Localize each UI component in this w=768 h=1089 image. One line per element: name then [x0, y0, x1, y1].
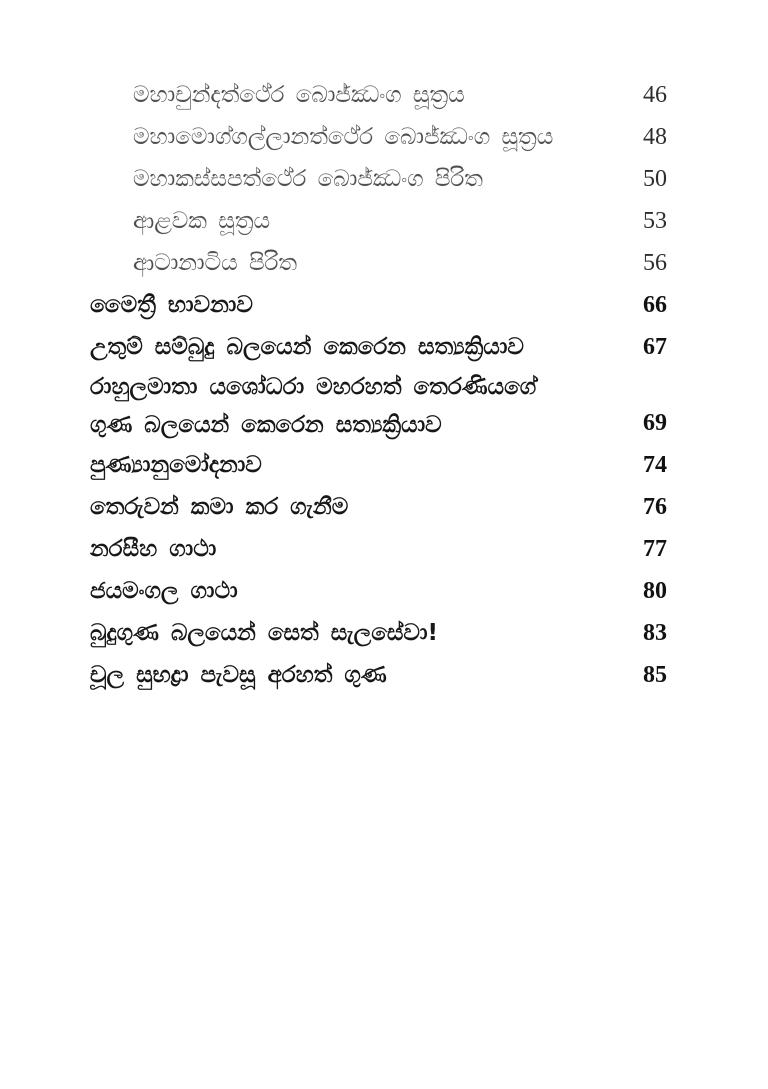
toc-entry-title — [90, 570, 611, 612]
toc-entry-title — [90, 116, 611, 158]
toc-entry-title — [90, 368, 611, 444]
toc-row — [90, 654, 667, 696]
toc-entry-page-number: 80 — [643, 578, 667, 604]
toc-entry-title-line: බුදුගුණ බලයෙන් සෙත් සැලසේවා! — [90, 620, 438, 646]
toc-entry-title — [90, 528, 611, 570]
toc-entry-title-line: රාහුලමාතා යශෝධරා මහරහත් තෙරණියගේ — [90, 374, 537, 400]
toc-entry-title-line: නරසීහ ගාථා — [90, 536, 217, 562]
toc-entry-title-line: මහාමොග්ගල්ලානත්ථේර බොජ්ඣංග සූත්‍රය — [133, 124, 554, 150]
toc-entry-page-number: 53 — [643, 208, 667, 234]
toc-entry-page-number: 50 — [643, 166, 667, 192]
toc-entry-title-line: මහාචුන්දත්ථේර බොජ්ඣංග සූත්‍රය — [133, 82, 465, 108]
toc-row — [90, 486, 667, 528]
table-of-contents — [90, 74, 667, 696]
toc-row — [90, 74, 667, 116]
toc-row — [90, 116, 667, 158]
toc-entry-title — [90, 200, 611, 242]
toc-entry-page-number: 56 — [643, 250, 667, 276]
toc-entry-title — [90, 158, 611, 200]
toc-entry-title — [90, 654, 611, 696]
toc-entry-page-number: 66 — [643, 292, 667, 318]
toc-entry-title-line: ජයමංගල ගාථා — [90, 578, 238, 604]
toc-entry-page-number: 67 — [643, 334, 667, 360]
toc-entry-page-number: 85 — [643, 662, 667, 688]
toc-entry-title — [90, 74, 611, 116]
toc-row — [90, 612, 667, 654]
toc-entry-title-line: පුණ්‍යානුමෝදනාව — [90, 452, 262, 478]
toc-row — [90, 444, 667, 486]
toc-entry-page-number: 77 — [643, 536, 667, 562]
toc-entry-title — [90, 612, 611, 654]
toc-entry-title-line: චූල සුභද්‍රා පැවසූ අරහත් ගුණ — [90, 662, 387, 688]
toc-row — [90, 326, 667, 368]
toc-entry-title — [90, 284, 611, 326]
toc-row — [90, 284, 667, 326]
toc-entry-page-number: 83 — [643, 620, 667, 646]
toc-row — [90, 242, 667, 284]
toc-row — [90, 528, 667, 570]
toc-entry-page-number: 69 — [643, 410, 667, 436]
toc-entry-title-line: ආටානාටිය පිරිත — [133, 250, 298, 276]
toc-entry-title — [90, 326, 611, 368]
toc-entry-title — [90, 444, 611, 486]
toc-row — [90, 368, 667, 444]
toc-entry-page-number: 76 — [643, 494, 667, 520]
toc-entry-title — [90, 242, 611, 284]
toc-entry-title-line: ගුණ බලයෙන් කෙරෙන සත්‍යක්‍රියාව — [90, 412, 442, 438]
toc-entry-title — [90, 486, 611, 528]
toc-row — [90, 200, 667, 242]
toc-entry-title-line: මෛත්‍රී භාවනාව — [90, 292, 253, 318]
toc-entry-title-line: තෙරුවන් කමා කර ගැනීම — [90, 494, 349, 520]
toc-row — [90, 158, 667, 200]
toc-entry-page-number: 48 — [643, 124, 667, 150]
toc-entry-title-line: මහාකස්සපත්ථේර බොජ්ඣංග පිරිත — [133, 166, 483, 192]
toc-entry-title-line: උතුම් සම්බුදු බලයෙන් කෙරෙන සත්‍යක්‍රියාව — [90, 334, 524, 360]
toc-entry-page-number: 46 — [643, 82, 667, 108]
toc-entry-page-number: 74 — [643, 452, 667, 478]
toc-entry-title-line: ආළවක සූත්‍රය — [133, 208, 271, 234]
toc-row — [90, 570, 667, 612]
